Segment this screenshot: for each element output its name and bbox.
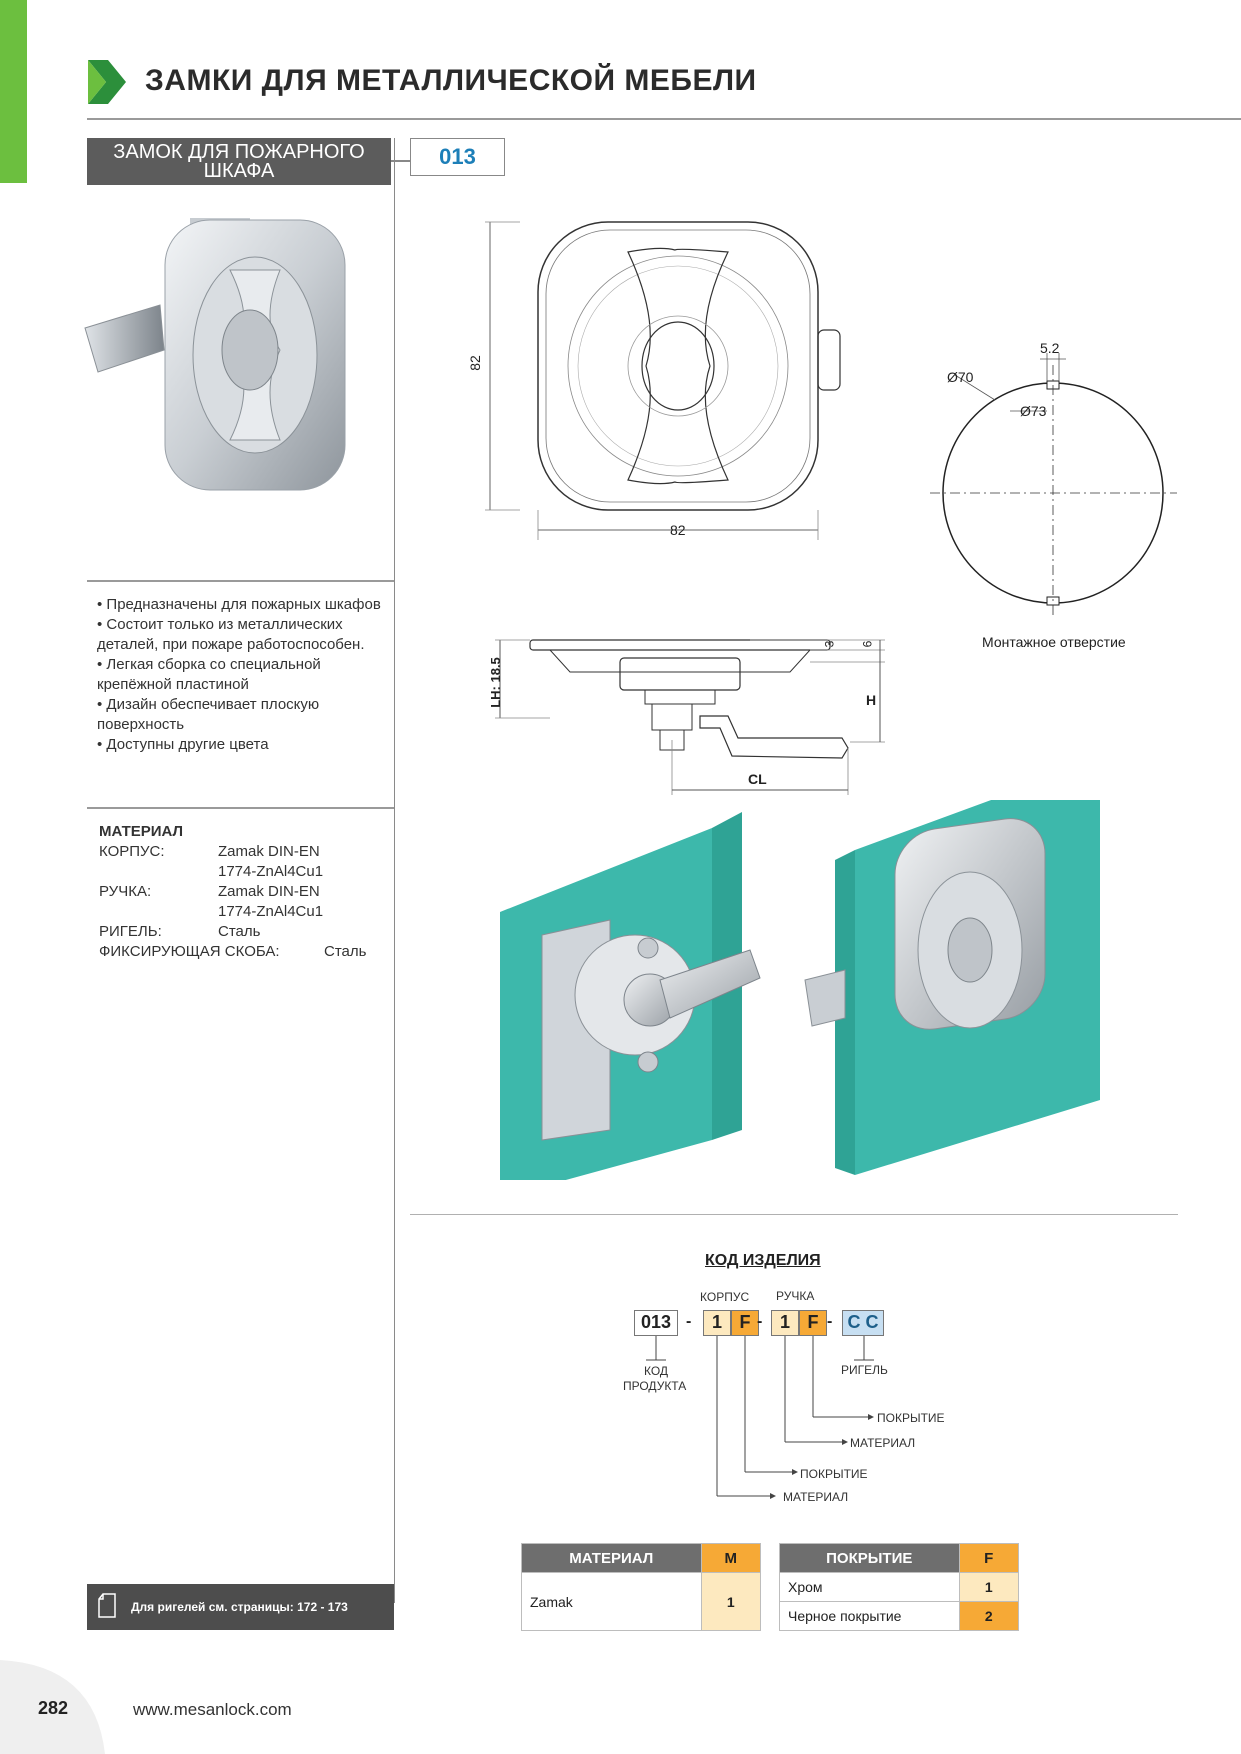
product-code-badge: 013 (410, 138, 505, 176)
spec-label: РУЧКА: (99, 883, 152, 900)
code-box-corpus-material: 1 (703, 1310, 731, 1336)
side-accent-bar (0, 0, 27, 183)
diameter-73-label: Ø73 (1020, 403, 1047, 419)
chevron-logo-icon (88, 60, 126, 104)
document-icon (97, 1593, 117, 1619)
finish-code-header: F (959, 1544, 1019, 1573)
arrow-label: ПОКРЫТИЕ (800, 1467, 868, 1481)
dim-3-label: 3 (822, 640, 837, 648)
spec-label: ФИКСИРУЮЩАЯ СКОБА: (99, 943, 280, 960)
code-dash: - (686, 1313, 692, 1330)
width-dimension: 82 (670, 522, 686, 538)
code-title: КОД ИЗДЕЛИЯ (705, 1252, 821, 1269)
finish-name: Черное покрытие (780, 1602, 960, 1631)
code-leader-lines (620, 1336, 920, 1506)
product-photo (80, 200, 380, 510)
dim-h-label: H (866, 692, 877, 708)
page-title: ЗАМКИ ДЛЯ МЕТАЛЛИЧЕСКОЙ МЕБЕЛИ (145, 64, 757, 97)
finish-table-header: ПОКРЫТИЕ (780, 1544, 960, 1573)
spec-value: Zamak DIN-EN (218, 883, 320, 900)
code-dash: - (827, 1313, 833, 1330)
code-dash: - (757, 1313, 763, 1330)
feature-item: • Дизайн обеспечивает плоскую поверхность (97, 696, 320, 733)
code-box-product: 013 (634, 1310, 678, 1336)
dim-6-label: 6 (860, 640, 875, 648)
material-heading: МАТЕРИАЛ (99, 823, 184, 840)
finish-table (779, 1543, 1019, 1631)
bolt-reference-note: Для ригелей см. страницы: 172 - 173 (87, 1584, 394, 1630)
code-box-handle-material: 1 (771, 1310, 799, 1336)
spec-value: 1774-ZnAl4Cu1 (218, 903, 324, 920)
product-name: ЗАМОК ДЛЯ ПОЖАРНОГО ШКАФА (87, 138, 391, 185)
diameter-70-label: Ø70 (947, 369, 974, 385)
material-spec (99, 822, 389, 962)
finish-name: Хром (780, 1573, 960, 1602)
spec-label: КОРПУС: (99, 843, 165, 860)
installation-illustration (500, 800, 1100, 1180)
feature-item: • Доступны другие цвета (97, 736, 269, 753)
spec-value: 1774-ZnAl4Cu1 (218, 863, 324, 880)
finish-code: 2 (959, 1602, 1019, 1631)
feature-item: • Предназначены для пожарных шкафов (97, 596, 381, 613)
code-label-line1: КОД (644, 1364, 669, 1378)
slot-width-label: 5.2 (1040, 340, 1060, 356)
mounting-hole-drawing (925, 345, 1180, 615)
header-divider (87, 118, 1241, 120)
handle-label: РУЧКА (776, 1289, 815, 1303)
material-code-header: M (701, 1544, 761, 1573)
feature-item: • Легкая сборка со специальной крепёжной пластиной (97, 656, 321, 693)
code-label-line2: ПРОДУКТА (623, 1379, 687, 1393)
spec-value: Сталь (218, 923, 261, 940)
lh-dimension: LH: 18.5 (487, 657, 503, 708)
arrow-label: МАТЕРИАЛ (850, 1436, 916, 1450)
corpus-label: КОРПУС (700, 1290, 750, 1304)
material-table-header: МАТЕРИАЛ (522, 1544, 702, 1573)
bolt-label: РИГЕЛЬ (841, 1363, 888, 1377)
arrow-label: ПОКРЫТИЕ (877, 1411, 945, 1425)
material-table (521, 1543, 761, 1631)
page-number: 282 (38, 1698, 69, 1718)
feature-list (97, 595, 387, 755)
finish-code: 1 (959, 1573, 1019, 1602)
code-box-handle-finish: F (799, 1310, 827, 1336)
hole-caption: Монтажное отверстие (982, 634, 1126, 650)
code-box-bolt: C C (842, 1310, 884, 1336)
height-dimension: 82 (466, 355, 483, 371)
code-box-corpus-finish: F (731, 1310, 759, 1336)
spec-value: Сталь (324, 943, 367, 960)
website-link[interactable]: www.mesanlock.com (133, 1700, 292, 1719)
material-name: Zamak (522, 1573, 702, 1631)
feature-item: • Состоит только из металлических деталей, при пожаре работоспособен. (97, 616, 365, 653)
spec-value: Zamak DIN-EN (218, 843, 320, 860)
dim-cl-label: CL (748, 771, 767, 787)
material-code: 1 (701, 1573, 761, 1631)
spec-label: РИГЕЛЬ: (99, 923, 162, 940)
arrow-label: МАТЕРИАЛ (783, 1490, 849, 1504)
front-view-drawing (460, 210, 860, 555)
